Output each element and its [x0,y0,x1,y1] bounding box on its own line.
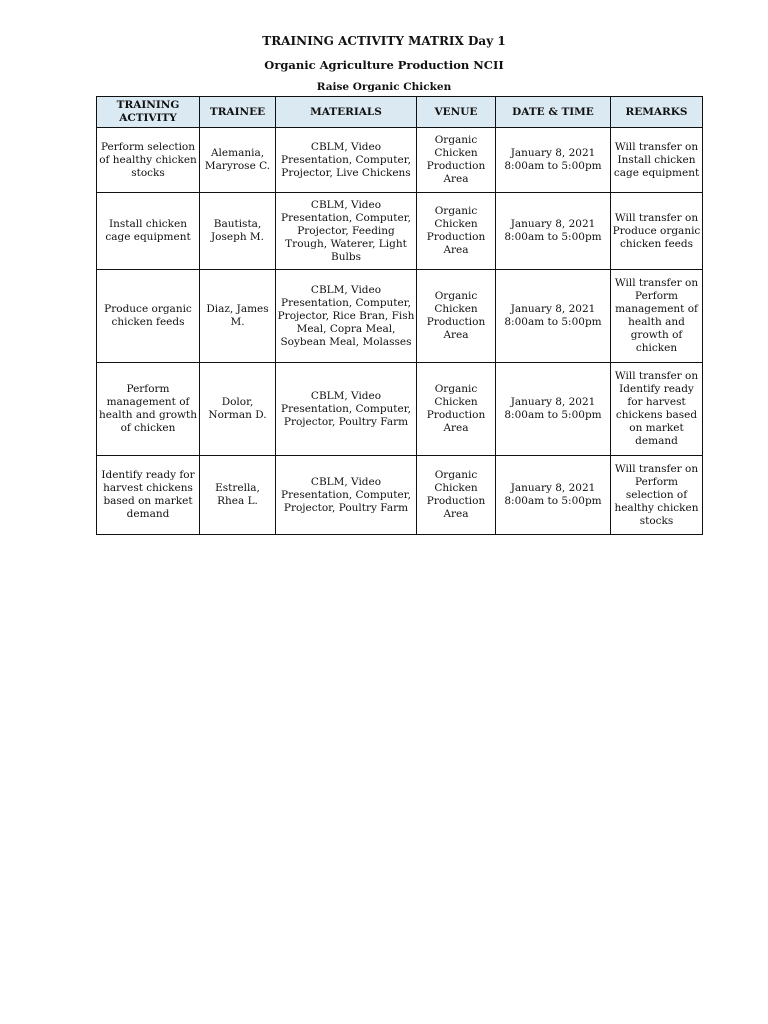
time-text: 8:00am to 5:00pm [504,409,602,421]
remarks-cell: Will transfer on Perform selection of healthy chicken stocks [611,456,703,535]
date-time-cell [496,193,611,270]
date-text: January 8, 2021 [510,303,596,315]
venue-cell: Organic Chicken Production Area [417,128,496,193]
date-time-cell [496,270,611,363]
remarks-cell: Will transfer on Install chicken cage equipment [611,128,703,193]
column-header-date-time: DATE & TIME [496,97,611,128]
qualification-title: Organic Agriculture Production NCII [264,58,504,72]
trainee-cell: Dolor, Norman D. [200,363,276,456]
materials-cell: CBLM, Video Presentation, Computer, Projector, Poultry Farm [276,363,417,456]
table-row [97,363,703,456]
table-row [97,270,703,363]
column-header-activity: TRAINING ACTIVITY [97,97,200,128]
time-text: 8:00am to 5:00pm [504,495,602,507]
activity-cell: Identify ready for harvest chickens based on market demand [97,456,200,535]
venue-cell: Organic Chicken Production Area [417,270,496,363]
trainee-cell: Alemania, Maryrose C. [200,128,276,193]
date-time-cell [496,128,611,193]
trainee-cell: Diaz, James M. [200,270,276,363]
activity-cell: Produce organic chicken feeds [97,270,200,363]
date-text: January 8, 2021 [510,147,596,159]
unit-title: Raise Organic Chicken [316,81,452,93]
document-title: TRAINING ACTIVITY MATRIX Day 1 [262,34,506,48]
venue-cell: Organic Chicken Production Area [417,363,496,456]
venue-cell: Organic Chicken Production Area [417,456,496,535]
activity-cell: Install chicken cage equipment [97,193,200,270]
remarks-cell: Will transfer on Produce organic chicken feeds [611,193,703,270]
remarks-cell: Will transfer on Identify ready for harvest chickens based on market demand [611,363,703,456]
table-row [97,128,703,193]
table-row [97,456,703,535]
column-header-venue: VENUE [417,97,496,128]
date-text: January 8, 2021 [510,396,596,408]
trainee-cell: Bautista, Joseph M. [200,193,276,270]
column-header-materials: MATERIALS [276,97,417,128]
trainee-cell: Estrella, Rhea L. [200,456,276,535]
remarks-cell: Will transfer on Perform management of health and growth of chicken [611,270,703,363]
materials-cell: CBLM, Video Presentation, Computer, Projector, Rice Bran, Fish Meal, Copra Meal, Soybean Meal, Molasses [276,270,417,363]
column-header-remarks: REMARKS [611,97,703,128]
time-text: 8:00am to 5:00pm [504,160,602,172]
venue-cell: Organic Chicken Production Area [417,193,496,270]
materials-cell: CBLM, Video Presentation, Computer, Projector, Poultry Farm [276,456,417,535]
time-text: 8:00am to 5:00pm [504,231,602,243]
date-time-cell [496,363,611,456]
time-text: 8:00am to 5:00pm [504,316,602,328]
date-time-cell [496,456,611,535]
activity-cell: Perform management of health and growth of chicken [97,363,200,456]
date-text: January 8, 2021 [510,218,596,230]
materials-cell: CBLM, Video Presentation, Computer, Projector, Feeding Trough, Waterer, Light Bulbs [276,193,417,270]
date-text: January 8, 2021 [510,482,596,494]
table-row [97,193,703,270]
table-header-row [97,97,703,128]
training-activity-table [96,96,703,535]
activity-cell: Perform selection of healthy chicken stocks [97,128,200,193]
materials-cell: CBLM, Video Presentation, Computer, Projector, Live Chickens [276,128,417,193]
column-header-trainee: TRAINEE [200,97,276,128]
